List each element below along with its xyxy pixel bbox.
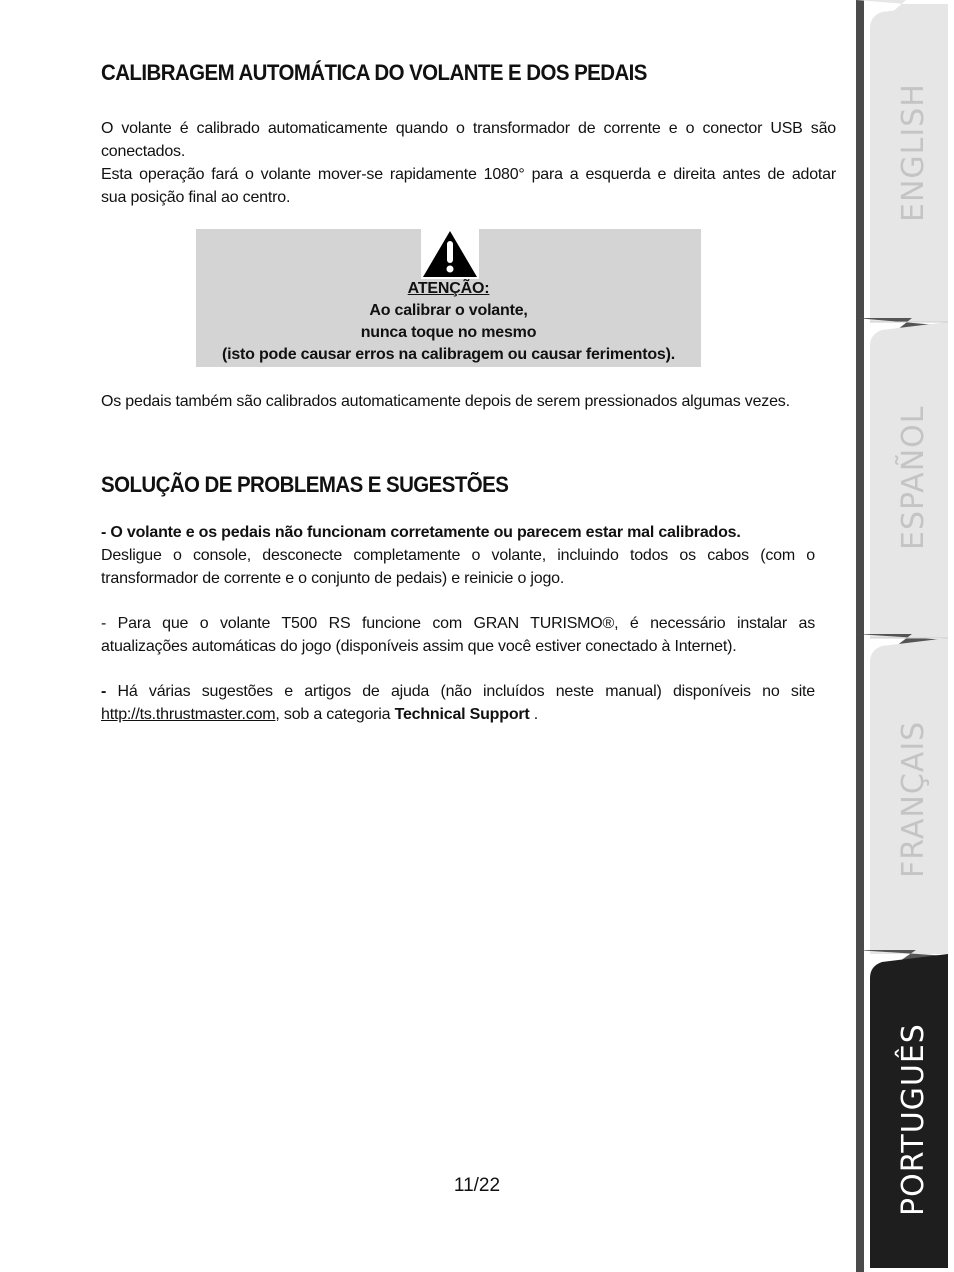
- support-link[interactable]: http://ts.thrustmaster.com: [101, 706, 276, 723]
- warning-triangle-icon: [421, 229, 479, 279]
- text-line: [101, 703, 815, 726]
- troubleshoot-item-title: - O volante e os pedais não funcionam corretamente ou parecem estar mal calibrados.: [101, 524, 741, 541]
- tab-espanol[interactable]: [856, 322, 954, 638]
- tab-portugues[interactable]: [856, 954, 954, 1268]
- text-line: Os pedais também são calibrados automaticamente depois de serem pressionados algumas vezes.: [101, 393, 790, 410]
- warning-icon-frame: [421, 229, 479, 279]
- warning-box: [196, 229, 701, 367]
- warning-title: ATENÇÃO:: [407, 280, 490, 297]
- text-line: Esta operação fará o volante mover-se rapidamente 1080° para a esquerda e direita antes de adotar: [101, 166, 836, 183]
- tab-english[interactable]: [856, 0, 954, 322]
- tab-label: ENGLISH: [896, 83, 931, 222]
- troubleshoot-item-support: [101, 680, 815, 726]
- tab-label: PORTUGUÊS: [896, 1023, 931, 1216]
- warning-line: (isto pode causar erros na calibragem ou causar ferimentos).: [221, 346, 676, 363]
- support-text-end: .: [529, 706, 539, 723]
- warning-line: nunca toque no mesmo: [360, 324, 537, 341]
- dash-bullet: -: [101, 683, 107, 700]
- text-line: [101, 680, 815, 703]
- text-line: O volante é calibrado automaticamente quando o transformador de corrente e o conector USB são: [101, 120, 836, 137]
- tab-label: ESPAÑOL: [896, 405, 931, 550]
- troubleshoot-item-gran-turismo: [101, 612, 815, 658]
- text-line: atualizações automáticas do jogo (disponíveis assim que você estiver conectado à Internet).: [101, 638, 737, 655]
- page-number: 11/22: [453, 1175, 501, 1196]
- paragraph-calibration-intro: [101, 117, 836, 209]
- tab-francais[interactable]: [856, 638, 954, 954]
- text-line: - Para que o volante T500 RS funcione com GRAN TURISMO®, é necessário instalar as: [101, 615, 815, 632]
- support-text: Há várias sugestões e artigos de ajuda (não incluídos neste manual) disponíveis no site: [106, 683, 815, 700]
- warning-line: Ao calibrar o volante,: [369, 302, 528, 319]
- text-line: Desligue o console, desconecte completamente o volante, incluindo todos os cabos (com o: [101, 547, 815, 564]
- support-text-mid: , sob a categoria: [275, 706, 395, 723]
- text-line: transformador de corrente e o conjunto de pedais) e reinicie o jogo.: [101, 570, 565, 587]
- text-line: sua posição final ao centro.: [101, 189, 291, 206]
- section-heading-calibration: CALIBRAGEM AUTOMÁTICA DO VOLANTE E DOS PEDAIS: [101, 60, 647, 85]
- paragraph-pedals-calibration: [101, 390, 841, 413]
- support-category: Technical Support: [394, 706, 530, 723]
- language-tabs: [856, 0, 954, 1272]
- troubleshoot-item-calibration: [101, 521, 815, 590]
- section-heading-troubleshooting: SOLUÇÃO DE PROBLEMAS E SUGESTÕES: [101, 472, 509, 497]
- text-line: conectados.: [101, 143, 186, 160]
- tab-label: FRANÇAIS: [896, 720, 931, 878]
